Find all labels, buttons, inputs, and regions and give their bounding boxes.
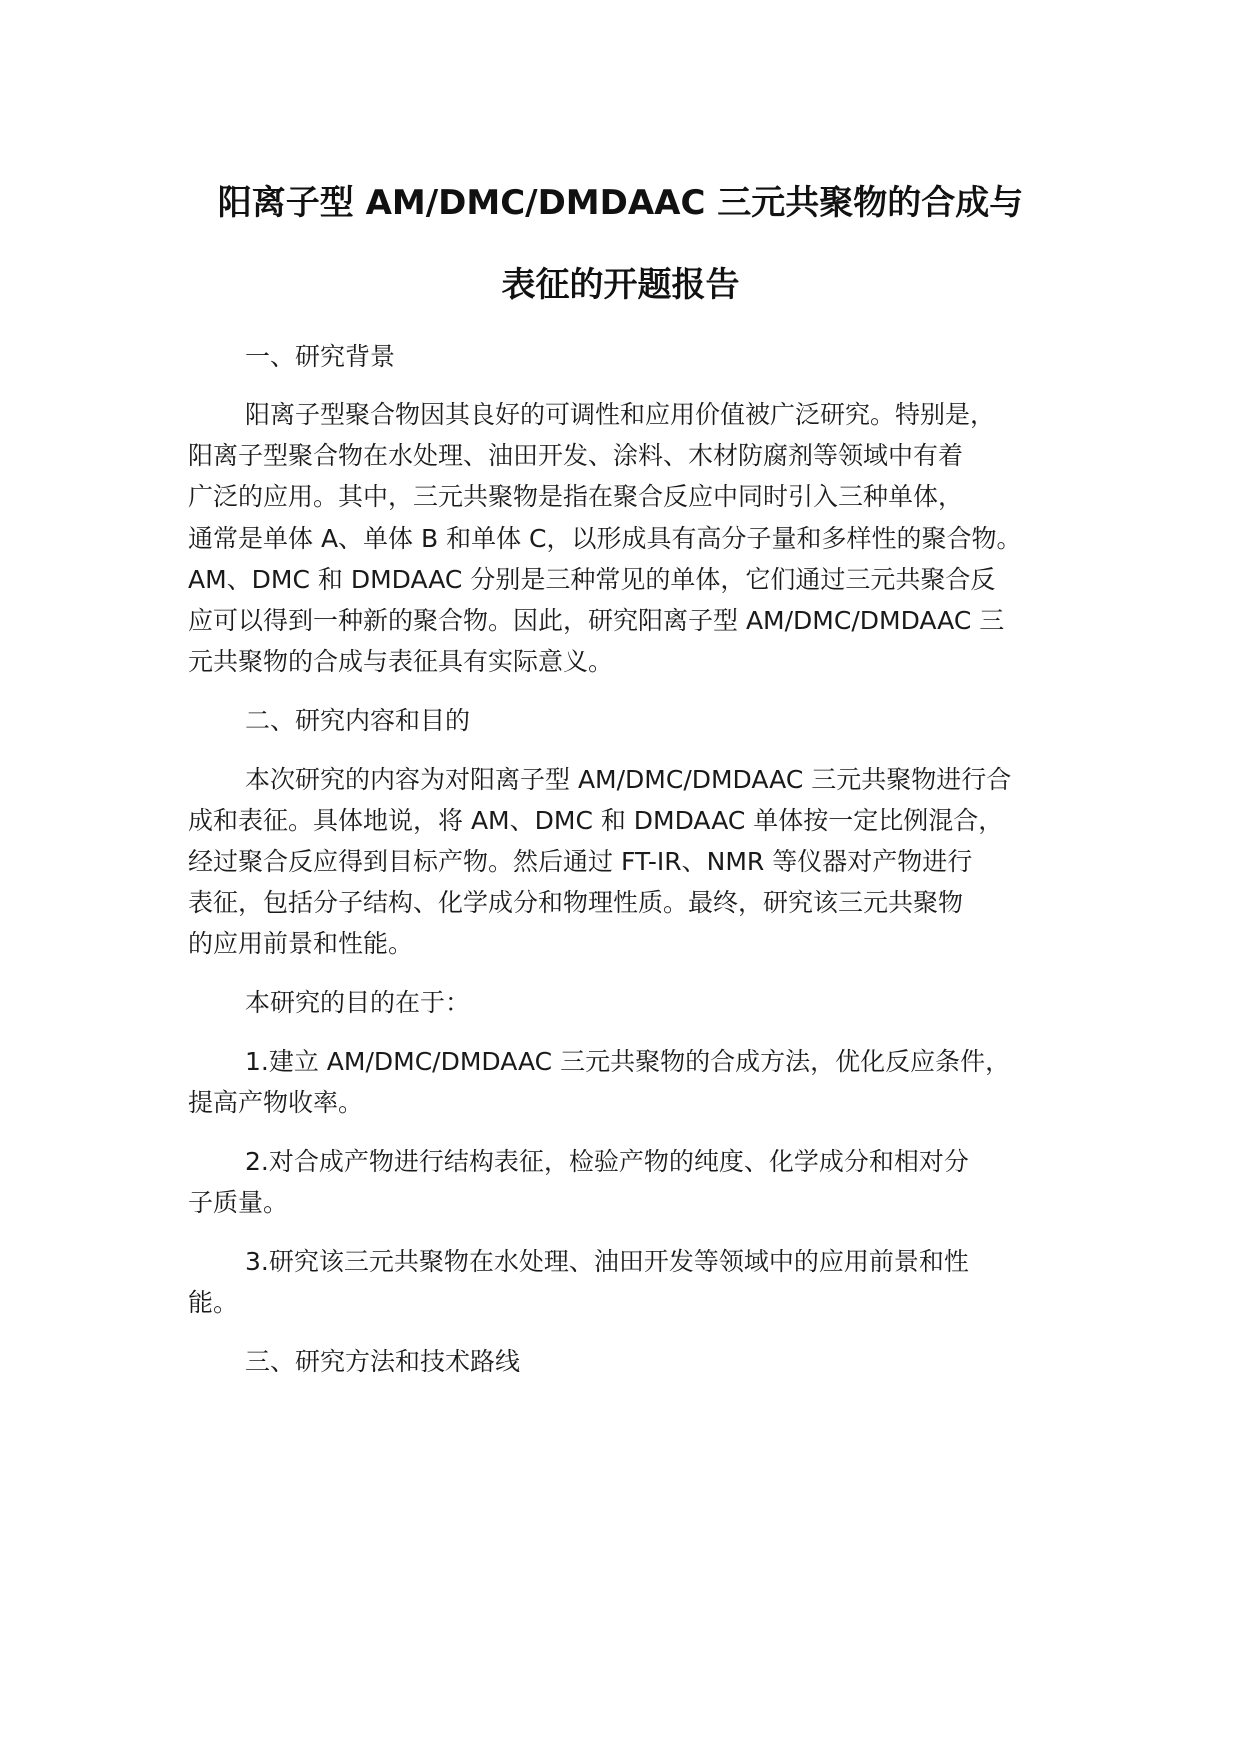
paragraph-line: 元共聚物的合成与表征具有实际意义。 — [188, 647, 614, 676]
paragraph-line: 成和表征。具体地说，将 AM、DMC 和 DMDAAC 单体按一定比例混合， — [188, 806, 1004, 835]
paragraph-line: 广泛的应用。其中，三元共聚物是指在聚合反应中同时引入三种单体， — [188, 482, 964, 511]
purpose-intro: 本研究的目的在于： — [245, 988, 471, 1017]
paragraph-line: 表征，包括分子结构、化学成分和物理性质。最终，研究该三元共聚物 — [188, 888, 964, 917]
purpose-item-2: 2.对合成产物进行结构表征，检验产物的纯度、化学成分和相对分 — [245, 1147, 969, 1176]
paragraph-line: 应可以得到一种新的聚合物。因此，研究阳离子型 AM/DMC/DMDAAC 三 — [188, 606, 1005, 635]
section-heading-methods: 三、研究方法和技术路线 — [245, 1347, 521, 1376]
purpose-item-2-continued: 子质量。 — [188, 1188, 289, 1217]
section-heading-background: 一、研究背景 — [245, 342, 396, 371]
document-title-line-2: 表征的开题报告 — [501, 265, 740, 305]
purpose-item-3-continued: 能。 — [188, 1288, 239, 1317]
document-title-line-1: 阳离子型 AM/DMC/DMDAAC 三元共聚物的合成与 — [217, 183, 1024, 223]
paragraph-line: AM、DMC 和 DMDAAC 分别是三种常见的单体，它们通过三元共聚合反 — [188, 565, 996, 594]
paragraph-line: 阳离子型聚合物在水处理、油田开发、涂料、木材防腐剂等领域中有着 — [188, 441, 964, 470]
purpose-item-3: 3.研究该三元共聚物在水处理、油田开发等领域中的应用前景和性 — [245, 1247, 969, 1276]
paragraph-line: 阳离子型聚合物因其良好的可调性和应用价值被广泛研究。特别是， — [245, 400, 996, 429]
paragraph-line: 经过聚合反应得到目标产物。然后通过 FT-IR、NMR 等仪器对产物进行 — [188, 847, 973, 876]
section-heading-content-purpose: 二、研究内容和目的 — [245, 706, 471, 735]
paragraph-line: 本次研究的内容为对阳离子型 AM/DMC/DMDAAC 三元共聚物进行合 — [245, 765, 1012, 794]
paragraph-line: 通常是单体 A、单体 B 和单体 C，以形成具有高分子量和多样性的聚合物。 — [188, 524, 1022, 553]
purpose-item-1-continued: 提高产物收率。 — [188, 1088, 364, 1117]
purpose-item-1: 1.建立 AM/DMC/DMDAAC 三元共聚物的合成方法，优化反应条件， — [245, 1047, 1011, 1076]
paragraph-line: 的应用前景和性能。 — [188, 929, 414, 958]
